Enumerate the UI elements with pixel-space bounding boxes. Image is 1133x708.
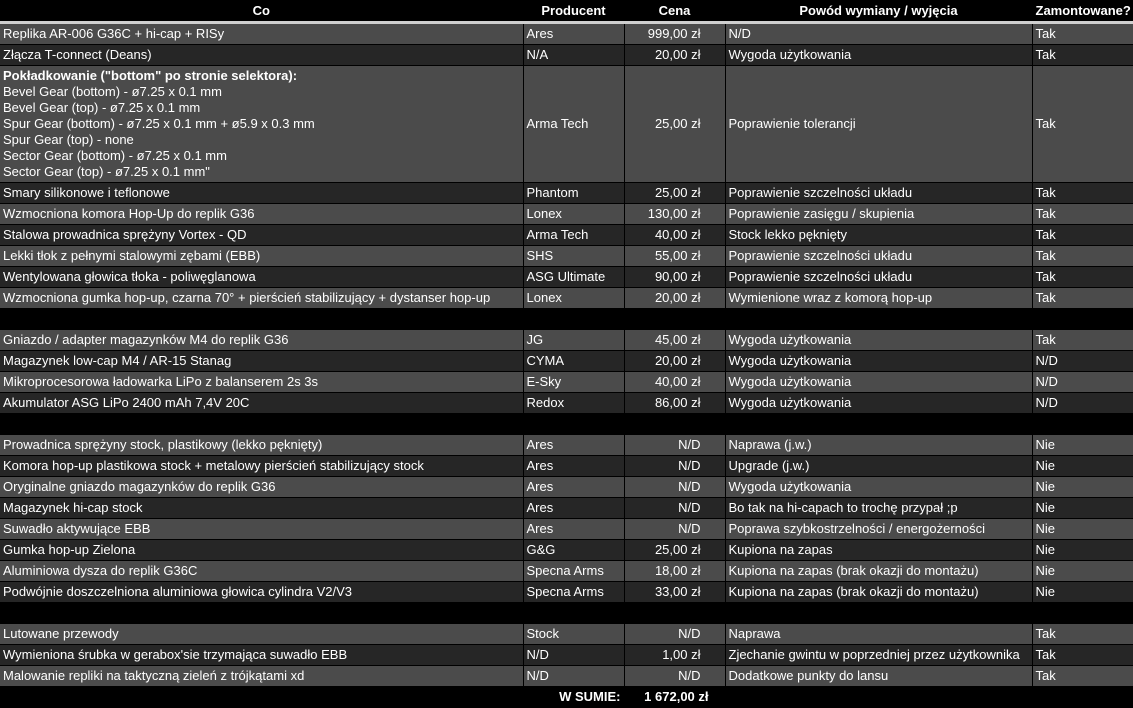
cell-producer: ASG Ultimate bbox=[523, 267, 624, 288]
table-row bbox=[0, 435, 1133, 456]
cell-what: Gniazdo / adapter magazynków M4 do replik G36 bbox=[0, 330, 523, 351]
table-row bbox=[0, 351, 1133, 372]
cell-price: 1,00 zł bbox=[624, 645, 725, 666]
cell-mounted: Nie bbox=[1032, 498, 1133, 519]
total-row bbox=[0, 687, 1133, 708]
cell-producer: Ares bbox=[523, 477, 624, 498]
cell-reason: Wygoda użytkowania bbox=[725, 330, 1032, 351]
cell-price: N/D bbox=[624, 435, 725, 456]
cell-reason: N/D bbox=[725, 23, 1032, 45]
cell-what: Prowadnica sprężyny stock, plastikowy (lekko pęknięty) bbox=[0, 435, 523, 456]
cell-reason: Wygoda użytkowania bbox=[725, 393, 1032, 414]
cell-reason: Kupiona na zapas (brak okazji do montażu) bbox=[725, 561, 1032, 582]
table-row bbox=[0, 267, 1133, 288]
header-price: Cena bbox=[624, 0, 725, 23]
cell-price: N/D bbox=[624, 666, 725, 687]
cell-price: 40,00 zł bbox=[624, 225, 725, 246]
table-row bbox=[0, 372, 1133, 393]
cell-mounted: Tak bbox=[1032, 645, 1133, 666]
cell-price: 25,00 zł bbox=[624, 66, 725, 183]
cell-producer: Ares bbox=[523, 435, 624, 456]
header-producer: Producent bbox=[523, 0, 624, 23]
table-row bbox=[0, 23, 1133, 45]
cell-what: Magazynek hi-cap stock bbox=[0, 498, 523, 519]
cell-mounted: Nie bbox=[1032, 435, 1133, 456]
cell-mounted: Tak bbox=[1032, 246, 1133, 267]
separator-cell bbox=[624, 414, 725, 435]
total-empty bbox=[1032, 687, 1133, 708]
total-empty bbox=[725, 687, 1032, 708]
table-row bbox=[0, 582, 1133, 603]
cell-price: 18,00 zł bbox=[624, 561, 725, 582]
cell-price: 40,00 zł bbox=[624, 372, 725, 393]
cell-price: 25,00 zł bbox=[624, 183, 725, 204]
cell-producer: Specna Arms bbox=[523, 561, 624, 582]
table-row bbox=[0, 519, 1133, 540]
cell-reason: Wymienione wraz z komorą hop-up bbox=[725, 288, 1032, 309]
cell-price: N/D bbox=[624, 519, 725, 540]
cell-mounted: Tak bbox=[1032, 267, 1133, 288]
cell-price: 25,00 zł bbox=[624, 540, 725, 561]
cell-mounted: Nie bbox=[1032, 582, 1133, 603]
cell-what-line: Bevel Gear (top) - ø7.25 x 0.1 mm bbox=[3, 100, 201, 115]
cell-what-line: Sector Gear (bottom) - ø7.25 x 0.1 mm bbox=[3, 148, 227, 163]
cell-reason: Wygoda użytkowania bbox=[725, 45, 1032, 66]
separator-cell bbox=[624, 603, 725, 624]
table-row bbox=[0, 204, 1133, 225]
cell-reason: Poprawienie szczelności układu bbox=[725, 267, 1032, 288]
header-row bbox=[0, 0, 1133, 23]
separator-row bbox=[0, 414, 1133, 435]
cell-reason: Wygoda użytkowania bbox=[725, 477, 1032, 498]
cell-price: N/D bbox=[624, 477, 725, 498]
cell-producer: Ares bbox=[523, 23, 624, 45]
cell-reason: Poprawienie szczelności układu bbox=[725, 246, 1032, 267]
separator-row bbox=[0, 603, 1133, 624]
cell-price: 20,00 zł bbox=[624, 45, 725, 66]
cell-producer: JG bbox=[523, 330, 624, 351]
cell-price: N/D bbox=[624, 624, 725, 645]
cell-mounted: Tak bbox=[1032, 183, 1133, 204]
cell-reason: Zjechanie gwintu w poprzedniej przez użytkownika bbox=[725, 645, 1032, 666]
cell-price: 45,00 zł bbox=[624, 330, 725, 351]
header-reason: Powód wymiany / wyjęcia bbox=[725, 0, 1032, 23]
cell-what: Suwadło aktywujące EBB bbox=[0, 519, 523, 540]
cell-mounted: N/D bbox=[1032, 372, 1133, 393]
separator-cell bbox=[624, 309, 725, 330]
cell-producer: SHS bbox=[523, 246, 624, 267]
cell-what: Podwójnie doszczelniona aluminiowa głowica cylindra V2/V3 bbox=[0, 582, 523, 603]
cell-what: Komora hop-up plastikowa stock + metalowy pierścień stabilizujący stock bbox=[0, 456, 523, 477]
separator-cell bbox=[725, 309, 1032, 330]
cell-mounted: Tak bbox=[1032, 45, 1133, 66]
cell-producer: Lonex bbox=[523, 204, 624, 225]
cell-producer: G&G bbox=[523, 540, 624, 561]
separator-cell bbox=[523, 414, 624, 435]
header-what: Co bbox=[0, 0, 523, 23]
table-row bbox=[0, 561, 1133, 582]
separator-cell bbox=[1032, 414, 1133, 435]
cell-producer: Arma Tech bbox=[523, 66, 624, 183]
cell-what-line: Pokładkowanie ("bottom" po stronie selektora): bbox=[3, 68, 298, 83]
header-mounted: Zamontowane? bbox=[1032, 0, 1133, 23]
separator-cell bbox=[523, 309, 624, 330]
cell-mounted: Nie bbox=[1032, 477, 1133, 498]
cell-reason: Poprawienie tolerancji bbox=[725, 66, 1032, 183]
cell-what-line: Bevel Gear (bottom) - ø7.25 x 0.1 mm bbox=[3, 84, 222, 99]
cell-producer: Redox bbox=[523, 393, 624, 414]
table-body bbox=[0, 23, 1133, 708]
cell-price: 999,00 zł bbox=[624, 23, 725, 45]
total-label: W SUMIE: bbox=[523, 687, 624, 708]
cell-price: N/D bbox=[624, 456, 725, 477]
total-empty bbox=[0, 687, 523, 708]
cell-mounted: N/D bbox=[1032, 351, 1133, 372]
table-row bbox=[0, 540, 1133, 561]
cell-price: 20,00 zł bbox=[624, 288, 725, 309]
cell-producer: Phantom bbox=[523, 183, 624, 204]
cell-reason: Naprawa bbox=[725, 624, 1032, 645]
separator-cell bbox=[1032, 603, 1133, 624]
cell-producer: CYMA bbox=[523, 351, 624, 372]
separator-row bbox=[0, 309, 1133, 330]
table-row bbox=[0, 330, 1133, 351]
cell-what: Smary silikonowe i teflonowe bbox=[0, 183, 523, 204]
table-row bbox=[0, 66, 1133, 183]
cell-mounted: Tak bbox=[1032, 23, 1133, 45]
table-row bbox=[0, 477, 1133, 498]
table-row bbox=[0, 624, 1133, 645]
cell-mounted: Tak bbox=[1032, 225, 1133, 246]
cell-what: Wzmocniona komora Hop-Up do replik G36 bbox=[0, 204, 523, 225]
separator-cell bbox=[725, 603, 1032, 624]
cell-mounted: Nie bbox=[1032, 540, 1133, 561]
table-row bbox=[0, 288, 1133, 309]
separator-cell bbox=[0, 603, 523, 624]
cell-mounted: Nie bbox=[1032, 519, 1133, 540]
table-row bbox=[0, 225, 1133, 246]
cell-reason: Poprawa szybkostrzelności / energożerności bbox=[725, 519, 1032, 540]
cell-what: Złącza T-connect (Deans) bbox=[0, 45, 523, 66]
separator-cell bbox=[0, 414, 523, 435]
cell-reason: Kupiona na zapas (brak okazji do montażu) bbox=[725, 582, 1032, 603]
table-row bbox=[0, 666, 1133, 687]
cell-what: Wymieniona śrubka w gerabox'sie trzymająca suwadło EBB bbox=[0, 645, 523, 666]
cell-what: Oryginalne gniazdo magazynków do replik G36 bbox=[0, 477, 523, 498]
cell-mounted: Tak bbox=[1032, 330, 1133, 351]
cell-reason: Kupiona na zapas bbox=[725, 540, 1032, 561]
cell-producer: E-Sky bbox=[523, 372, 624, 393]
cell-what: Wzmocniona gumka hop-up, czarna 70° + pierścień stabilizujący + dystanser hop-up bbox=[0, 288, 523, 309]
cell-mounted: N/D bbox=[1032, 393, 1133, 414]
table-row bbox=[0, 183, 1133, 204]
cell-what bbox=[0, 66, 523, 183]
cell-producer: N/A bbox=[523, 45, 624, 66]
cell-price: 90,00 zł bbox=[624, 267, 725, 288]
cell-mounted: Tak bbox=[1032, 288, 1133, 309]
cell-producer: N/D bbox=[523, 645, 624, 666]
table-row bbox=[0, 456, 1133, 477]
cell-what-line: Sector Gear (top) - ø7.25 x 0.1 mm" bbox=[3, 164, 210, 179]
table-row bbox=[0, 246, 1133, 267]
cell-what: Magazynek low-cap M4 / AR-15 Stanag bbox=[0, 351, 523, 372]
table-row bbox=[0, 498, 1133, 519]
cell-reason: Upgrade (j.w.) bbox=[725, 456, 1032, 477]
cell-what: Malowanie repliki na taktyczną zieleń z trójkątami xd bbox=[0, 666, 523, 687]
cell-reason: Bo tak na hi-capach to trochę przypał ;p bbox=[725, 498, 1032, 519]
cell-mounted: Tak bbox=[1032, 624, 1133, 645]
cell-producer: Ares bbox=[523, 519, 624, 540]
cell-what: Akumulator ASG LiPo 2400 mAh 7,4V 20C bbox=[0, 393, 523, 414]
cell-mounted: Tak bbox=[1032, 66, 1133, 183]
table-row bbox=[0, 45, 1133, 66]
separator-cell bbox=[725, 414, 1032, 435]
cell-what: Mikroprocesorowa ładowarka LiPo z balanserem 2s 3s bbox=[0, 372, 523, 393]
cell-producer: Stock bbox=[523, 624, 624, 645]
cell-producer: N/D bbox=[523, 666, 624, 687]
cell-price: 20,00 zł bbox=[624, 351, 725, 372]
cell-price: 86,00 zł bbox=[624, 393, 725, 414]
separator-cell bbox=[523, 603, 624, 624]
cell-mounted: Nie bbox=[1032, 561, 1133, 582]
cell-reason: Wygoda użytkowania bbox=[725, 351, 1032, 372]
cell-reason: Stock lekko pęknięty bbox=[725, 225, 1032, 246]
cell-reason: Dodatkowe punkty do lansu bbox=[725, 666, 1032, 687]
cell-reason: Wygoda użytkowania bbox=[725, 372, 1032, 393]
cell-price: N/D bbox=[624, 498, 725, 519]
separator-cell bbox=[1032, 309, 1133, 330]
cell-price: 33,00 zł bbox=[624, 582, 725, 603]
table-row bbox=[0, 393, 1133, 414]
table-row bbox=[0, 645, 1133, 666]
cell-what: Lekki tłok z pełnymi stalowymi zębami (EBB) bbox=[0, 246, 523, 267]
cell-mounted: Nie bbox=[1032, 456, 1133, 477]
cell-what: Wentylowana głowica tłoka - poliwęglanowa bbox=[0, 267, 523, 288]
cell-producer: Ares bbox=[523, 456, 624, 477]
cell-producer: Arma Tech bbox=[523, 225, 624, 246]
cell-what: Aluminiowa dysza do replik G36C bbox=[0, 561, 523, 582]
cell-reason: Naprawa (j.w.) bbox=[725, 435, 1032, 456]
cell-mounted: Tak bbox=[1032, 204, 1133, 225]
cell-what: Lutowane przewody bbox=[0, 624, 523, 645]
cell-mounted: Tak bbox=[1032, 666, 1133, 687]
cell-what-line: Spur Gear (top) - none bbox=[3, 132, 134, 147]
cell-price: 130,00 zł bbox=[624, 204, 725, 225]
cell-producer: Lonex bbox=[523, 288, 624, 309]
cell-reason: Poprawienie szczelności układu bbox=[725, 183, 1032, 204]
total-value: 1 672,00 zł bbox=[624, 687, 725, 708]
cell-what: Stalowa prowadnica sprężyny Vortex - QD bbox=[0, 225, 523, 246]
cell-what: Replika AR-006 G36C + hi-cap + RISy bbox=[0, 23, 523, 45]
cell-what: Gumka hop-up Zielona bbox=[0, 540, 523, 561]
cell-producer: Specna Arms bbox=[523, 582, 624, 603]
separator-cell bbox=[0, 309, 523, 330]
cell-what-line: Spur Gear (bottom) - ø7.25 x 0.1 mm + ø5.9 x 0.3 mm bbox=[3, 116, 315, 131]
cell-producer: Ares bbox=[523, 498, 624, 519]
cell-price: 55,00 zł bbox=[624, 246, 725, 267]
cell-reason: Poprawienie zasięgu / skupienia bbox=[725, 204, 1032, 225]
